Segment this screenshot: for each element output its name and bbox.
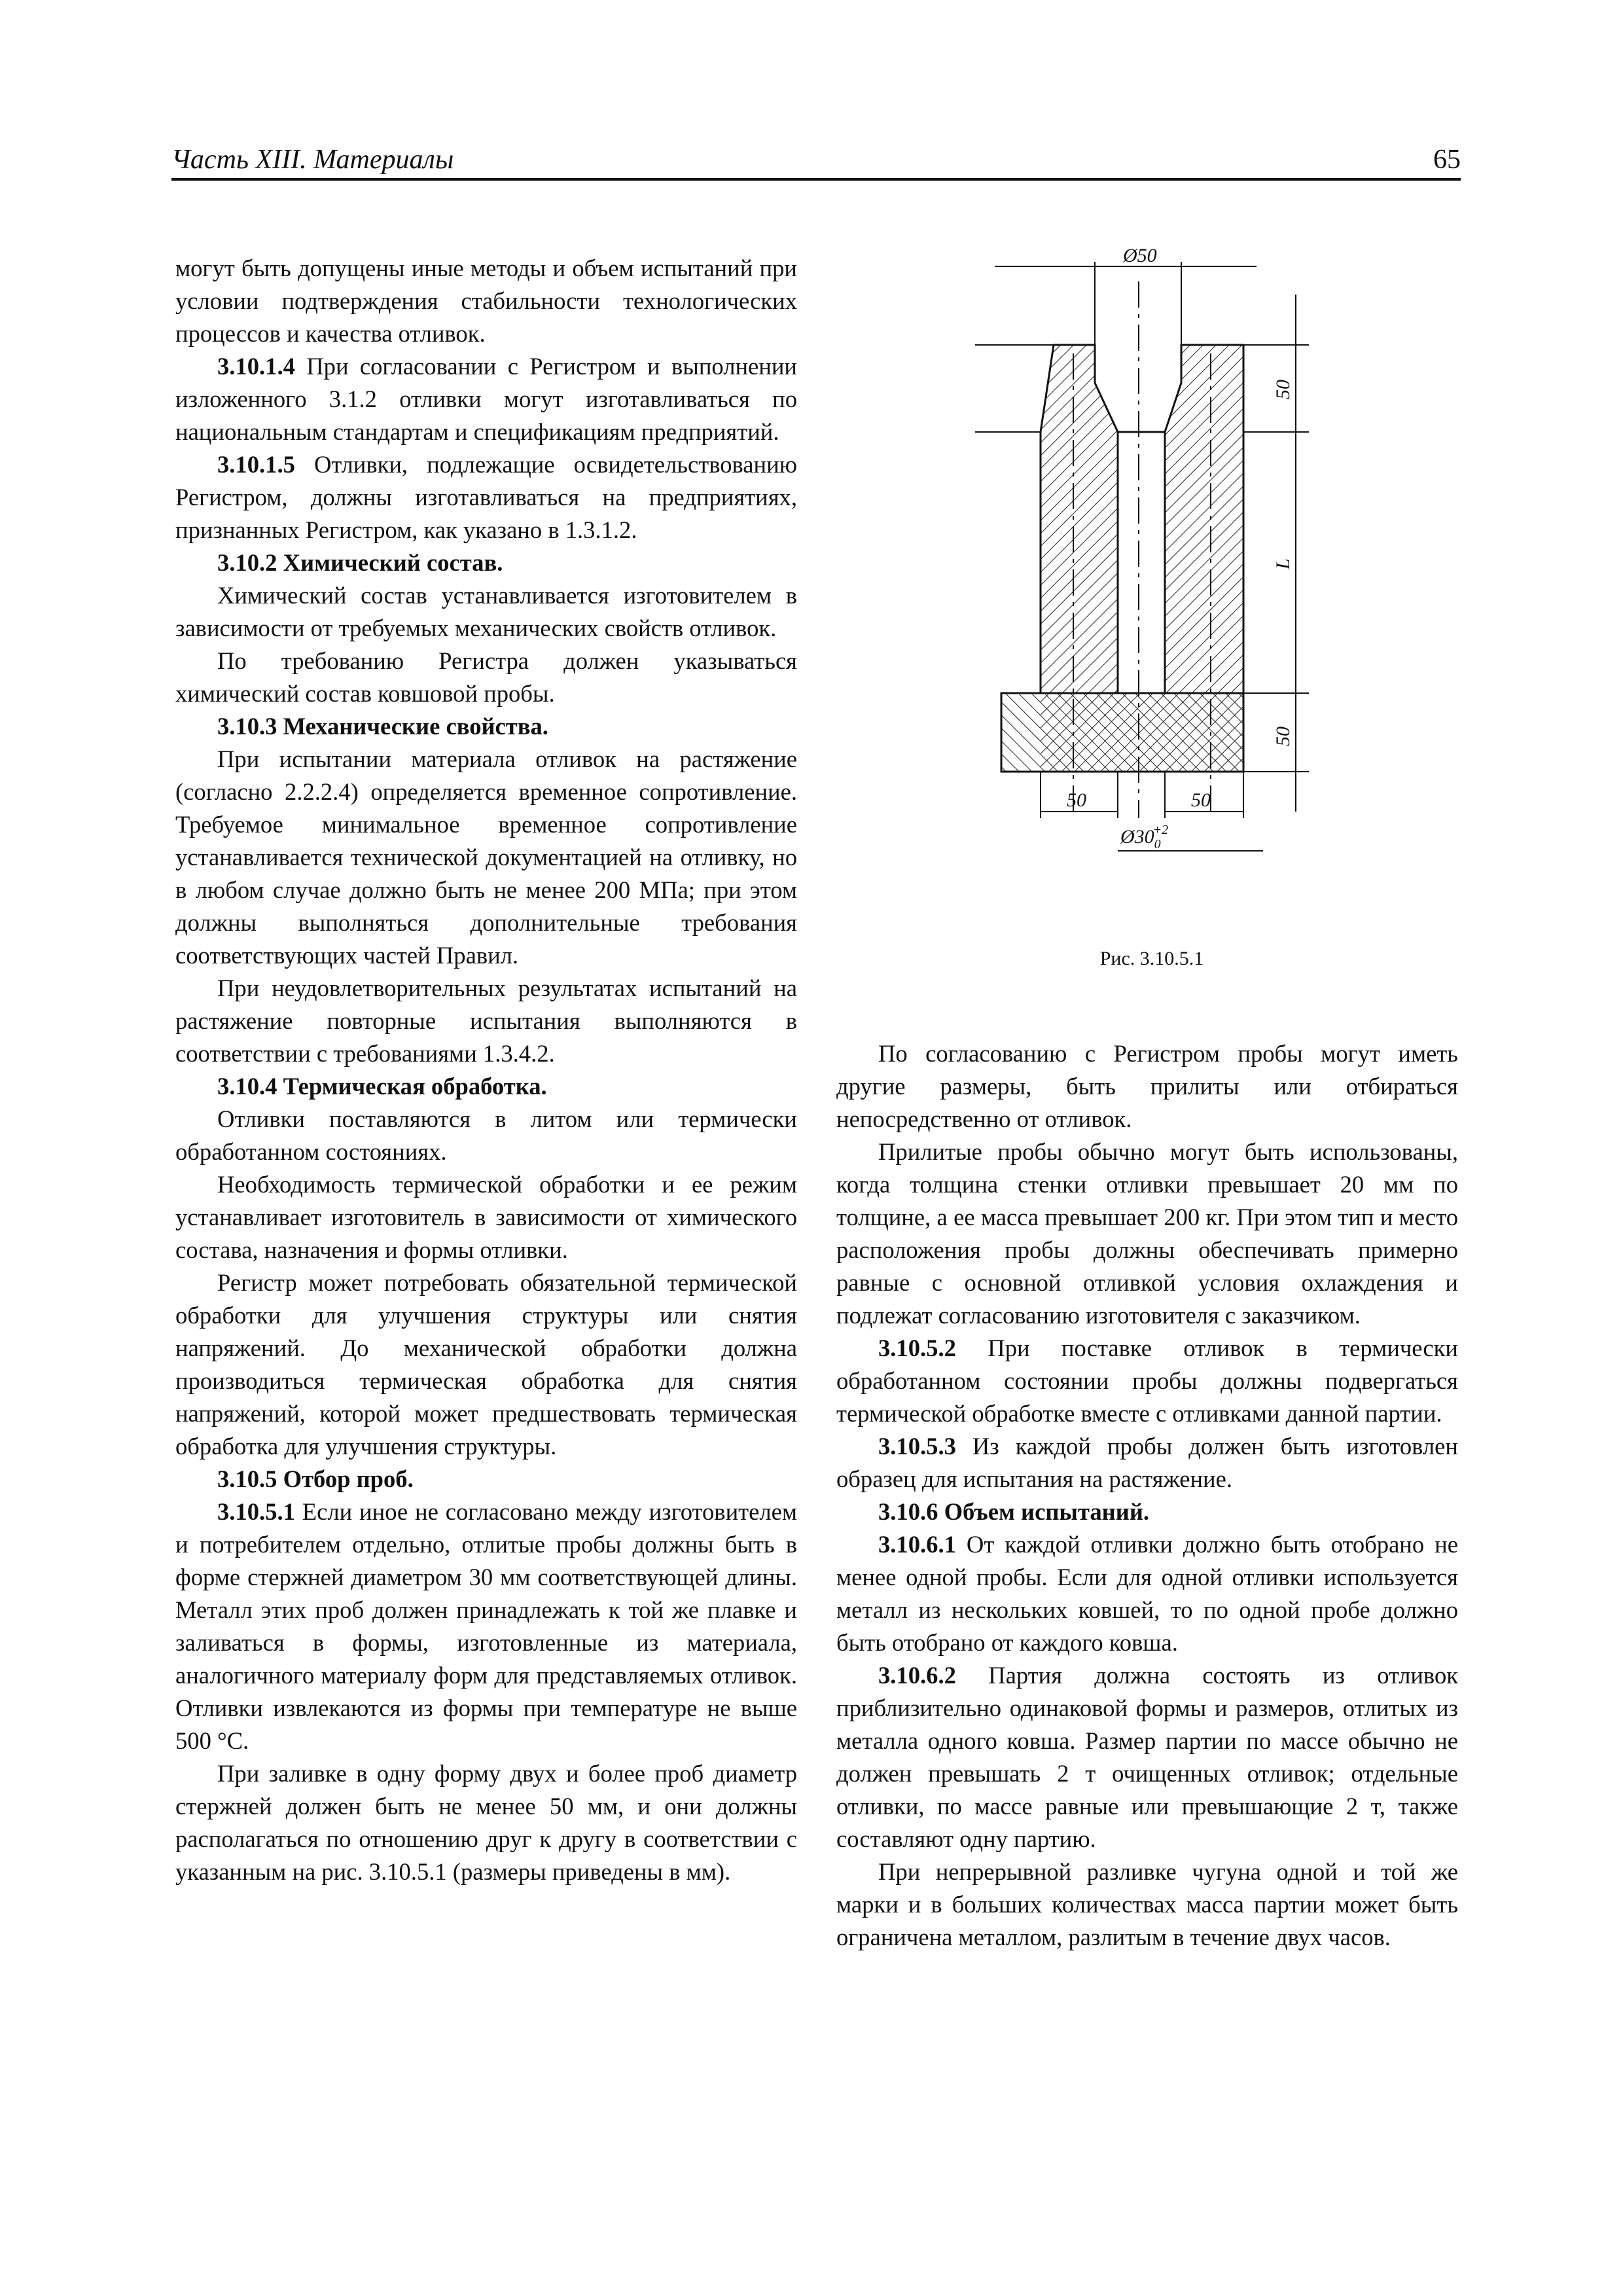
clause-number: 3.10.1.4	[217, 353, 295, 380]
paragraph	[836, 1430, 1458, 1496]
section-heading: 3.10.4 Термическая обработка.	[217, 1073, 547, 1100]
dim-left-width-label: 50	[1067, 789, 1086, 811]
clause-number: 3.10.5.2	[878, 1335, 956, 1361]
paragraph: Необходимость термической обработки и ее режим устанавливает изготовитель в зависимости от химического состава, назначения и формы отливки.	[175, 1171, 797, 1263]
dim-top-label: Ø50	[1123, 245, 1157, 266]
paragraph	[836, 1528, 1458, 1659]
left-mould-wall	[1041, 345, 1118, 693]
running-header	[171, 141, 1461, 179]
clause-text: При согласовании с Регистром и выполнении изложенного 3.1.2 отливки могут изготавливаться по национальным стандартам и спецификациям предприятий.	[175, 353, 797, 445]
clause-text: Если иное не согласовано между изготовителем и потребителем отдельно, отлитые пробы должны быть в форме стержней диаметром 30 мм соответствующей длины. Металл этих проб должен принадлежать к той же плавке и заливаться в формы, изготовленные из материала, аналогичного материалу форм для представляемых отливок. Отливки извлекаются из формы при температуре не выше 500 °С.	[175, 1498, 797, 1754]
paragraph: могут быть допущены иные методы и объем испытаний при условии подтверждения стабильности технологических процессов и качества отливок.	[175, 255, 797, 347]
paragraph: По требованию Регистра должен указываться химический состав ковшовой пробы.	[175, 647, 797, 707]
paragraph	[175, 1496, 797, 1757]
paragraph: При испытании материала отливок на растяжение (согласно 2.2.2.4) определяется временное сопротивление. Требуемое минимальное временное сопротивление устанавливается технической документацией на отливку, но в любом случае должно быть не менее 200 МПа; при этом должны выполняться дополнительные требования соответствующих частей Правил.	[175, 745, 797, 969]
right-column	[836, 1037, 1458, 1954]
section-heading: 3.10.2 Химический состав.	[217, 549, 503, 576]
right-mould-wall	[1165, 345, 1243, 693]
clause-number: 3.10.5.1	[217, 1498, 295, 1525]
clause-text: При поставке отливок в термически обработанном состоянии пробы должны подвергаться термической обработке вместе с отливками данной партии.	[836, 1335, 1458, 1427]
paragraph: Прилитые пробы обычно могут быть использованы, когда толщина стенки отливки превышает 20 мм по толщине, а ее масса превышает 200 кг. При этом тип и место расположения пробы должны обеспечивать примерно равные с основной отливкой условия охлаждения и подлежат согласованию изготовителя с заказчиком.	[836, 1138, 1458, 1329]
figure-sample-mould	[969, 242, 1335, 982]
paragraph: Химический состав устанавливается изготовителем в зависимости от требуемых механических свойств отливок.	[175, 582, 797, 641]
paragraph	[175, 448, 797, 547]
dim-bottom-section-label: 50	[1272, 726, 1294, 746]
clause-number: 3.10.5.3	[878, 1433, 956, 1460]
header-title: Часть XIII. Материалы	[171, 145, 454, 175]
section-heading: 3.10.5 Отбор проб.	[217, 1465, 414, 1492]
clause-text: Партия должна состоять из отливок приблизительно одинаковой формы и размеров, отлитых из металла одного ковша. Размер партии по массе обычно не должен превышать 2 т очищенных отливок; отдельные отливки, по массе равные или превышающие 2 т, также составляют одну партию.	[836, 1662, 1458, 1852]
paragraph: По согласованию с Регистром пробы могут иметь другие размеры, быть прилиты или отбираться непосредственно от отливок.	[836, 1040, 1458, 1132]
clause-number: 3.10.6.2	[878, 1662, 956, 1689]
dim-right-width-label: 50	[1191, 789, 1211, 811]
header-rule	[171, 178, 1461, 181]
paragraph: При заливке в одну форму двух и более проб диаметр стержней должен быть не менее 50 мм, и они должны располагаться по отношению друг к другу в соответствии с указанным на рис. 3.10.5.1 (размеры приведены в мм).	[175, 1760, 797, 1885]
clause-number: 3.10.6.1	[878, 1531, 956, 1558]
paragraph: Отливки поставляются в литом или термически обработанном состояниях.	[175, 1105, 797, 1165]
clause-text: Отливки, подлежащие освидетельствованию Регистром, должны изготавливаться на предприятиях, признанных Регистром, как указано в 1.3.1.2.	[175, 451, 797, 543]
figure-caption: Рис. 3.10.5.1	[1099, 948, 1204, 969]
dim-middle-label: L	[1272, 558, 1294, 569]
section-heading: 3.10.6 Объем испытаний.	[878, 1498, 1150, 1525]
paragraph: Регистр может потребовать обязательной термической обработки для улучшения структуры или снятия напряжений. До механической обработки должна производиться термическая обработка для снятия напряжений, которой может предшествовать термическая обработка для улучшения структуры.	[175, 1269, 797, 1460]
clause-number: 3.10.1.5	[217, 451, 295, 478]
paragraph	[836, 1659, 1458, 1856]
dim-diameter-label: $Ø30_0+2$	[1120, 823, 1169, 852]
mould-drawing	[969, 242, 1335, 936]
paragraph: При неудовлетворительных результатах испытаний на растяжение повторные испытания выполняются в соответствии с требованиями 1.3.4.2.	[175, 975, 797, 1067]
paragraph: При непрерывной разливке чугуна одной и той же марки и в больших количествах масса партии может быть ограничена металлом, разлитым в течение двух часов.	[836, 1858, 1458, 1950]
clause-text: Из каждой пробы должен быть изготовлен образец для испытания на растяжение.	[836, 1433, 1458, 1492]
dim-top-section-label: 50	[1272, 380, 1294, 399]
section-heading: 3.10.3 Механические свойства.	[217, 713, 548, 740]
clause-text: От каждой отливки должно быть отобрано не менее одной пробы. Если для одной отливки используется металл из нескольких ковшей, то по одной пробе должно быть отобрано от каждого ковша.	[836, 1531, 1458, 1656]
paragraph	[836, 1332, 1458, 1430]
paragraph	[175, 350, 797, 448]
left-column	[175, 252, 797, 1888]
page-number: 65	[1433, 145, 1461, 175]
